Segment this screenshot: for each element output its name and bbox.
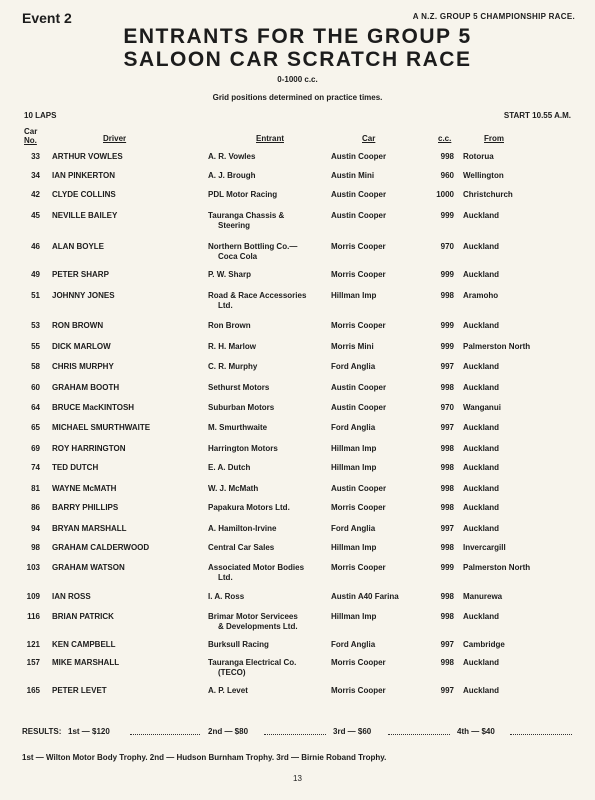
entrant-name xyxy=(208,270,251,280)
table-row xyxy=(0,503,595,523)
entrant-line-2: Ltd. xyxy=(218,301,233,310)
cc-class: 0-1000 c.c. xyxy=(277,75,318,84)
car-model: Austin Cooper xyxy=(331,403,387,412)
entrant-name xyxy=(208,640,269,650)
driver-name: BRUCE MacKINTOSH xyxy=(52,403,135,412)
driver-name: CLYDE COLLINS xyxy=(52,190,116,199)
car-number: 53 xyxy=(31,321,40,330)
entrant-line-1: W. J. McMath xyxy=(208,484,259,493)
table-row xyxy=(0,686,595,706)
hometown: Palmerston North xyxy=(463,563,531,572)
entrant-line-1: R. H. Marlow xyxy=(208,342,257,351)
entrant-line-2: Steering xyxy=(218,221,251,230)
table-row xyxy=(0,658,595,678)
entrant-line-1: Northern Bottling Co.— xyxy=(208,242,298,251)
car-number: 49 xyxy=(31,270,40,279)
engine-cc: 998 xyxy=(440,612,454,621)
result-fourth: 4th — $40 xyxy=(457,727,495,736)
driver-name: WAYNE McMATH xyxy=(52,484,117,493)
hometown: Invercargill xyxy=(463,543,506,552)
car-number: 60 xyxy=(31,383,40,392)
hometown: Auckland xyxy=(463,484,500,493)
hometown: Auckland xyxy=(463,321,500,330)
car-number: 69 xyxy=(31,444,40,453)
car-number: 165 xyxy=(26,686,40,695)
engine-cc: 998 xyxy=(440,444,454,453)
driver-name: JOHNNY JONES xyxy=(52,291,115,300)
hometown: Auckland xyxy=(463,686,500,695)
header-car-no-line1: Car xyxy=(24,127,38,136)
car-number: 94 xyxy=(31,524,40,533)
header-driver: Driver xyxy=(103,134,127,143)
car-model: Hillman Imp xyxy=(331,291,377,300)
entrant-line-1: M. Smurthwaite xyxy=(208,423,268,432)
driver-name: MIKE MARSHALL xyxy=(52,658,120,667)
car-number: 51 xyxy=(31,291,40,300)
car-model: Ford Anglia xyxy=(331,362,376,371)
engine-cc: 1000 xyxy=(436,190,454,199)
car-number: 116 xyxy=(27,612,40,621)
entrant-line-1: Papakura Motors Ltd. xyxy=(208,503,290,512)
driver-name: ROY HARRINGTON xyxy=(52,444,126,453)
entrant-line-1: A. Hamilton-Irvine xyxy=(208,524,277,533)
entrant-name xyxy=(208,423,267,433)
hometown: Wanganui xyxy=(463,403,501,412)
driver-name: GRAHAM CALDERWOOD xyxy=(52,543,150,552)
car-model: Austin Cooper xyxy=(331,484,387,493)
driver-name: IAN ROSS xyxy=(52,592,91,601)
car-number: 98 xyxy=(31,543,40,552)
entrant-name xyxy=(208,503,290,513)
hometown: Auckland xyxy=(463,612,500,621)
header-from: From xyxy=(484,134,504,143)
entrant-name xyxy=(208,152,255,162)
driver-name: MICHAEL SMURTHWAITE xyxy=(52,423,151,432)
header-car: Car xyxy=(362,134,376,143)
car-model: Austin Cooper xyxy=(331,152,387,161)
hometown: Auckland xyxy=(463,524,500,533)
car-number: 74 xyxy=(31,463,40,472)
result-second: 2nd — $80 xyxy=(208,727,249,736)
entrant-name xyxy=(208,612,298,632)
hometown: Auckland xyxy=(463,658,500,667)
entrant-line-1: P. W. Sharp xyxy=(208,270,251,279)
entrant-line-1: Ron Brown xyxy=(208,321,251,330)
table-row xyxy=(0,152,595,172)
entrant-line-1: Tauranga Chassis & xyxy=(208,211,285,220)
result-first-dots xyxy=(130,734,200,735)
car-model: Morris Cooper xyxy=(331,242,386,251)
car-model: Morris Cooper xyxy=(331,658,386,667)
table-row xyxy=(0,291,595,311)
engine-cc: 998 xyxy=(440,658,454,667)
car-model: Austin Cooper xyxy=(331,383,387,392)
table-row xyxy=(0,612,595,632)
driver-name: GRAHAM WATSON xyxy=(52,563,125,572)
header-cc: c.c. xyxy=(438,134,452,143)
engine-cc: 999 xyxy=(440,211,454,220)
entrant-line-1: A. J. Brough xyxy=(208,171,256,180)
driver-name: ALAN BOYLE xyxy=(52,242,104,251)
result-second-dots xyxy=(264,734,326,735)
entrant-name xyxy=(208,484,258,494)
car-model: Ford Anglia xyxy=(331,524,376,533)
entrant-name xyxy=(208,658,296,678)
table-row xyxy=(0,484,595,504)
hometown: Aramoho xyxy=(463,291,499,300)
entrant-line-1: Central Car Sales xyxy=(208,543,275,552)
entrant-name xyxy=(208,383,269,393)
car-model: Hillman Imp xyxy=(331,612,377,621)
table-row xyxy=(0,640,595,660)
table-row xyxy=(0,362,595,382)
hometown: Auckland xyxy=(463,362,500,371)
engine-cc: 998 xyxy=(440,463,454,472)
table-row xyxy=(0,270,595,290)
event-label: Event 2 xyxy=(22,10,72,26)
engine-cc: 999 xyxy=(440,342,454,351)
entrant-name xyxy=(208,686,248,696)
entrant-line-2: (TECO) xyxy=(218,668,246,677)
car-number: 58 xyxy=(31,362,40,371)
hometown: Auckland xyxy=(463,444,500,453)
championship-label: A N.Z. GROUP 5 CHAMPIONSHIP RACE. xyxy=(412,12,575,21)
engine-cc: 997 xyxy=(440,686,454,695)
driver-name: IAN PINKERTON xyxy=(52,171,115,180)
engine-cc: 998 xyxy=(440,484,454,493)
engine-cc: 998 xyxy=(440,383,454,392)
table-row xyxy=(0,423,595,443)
table-row xyxy=(0,321,595,341)
engine-cc: 997 xyxy=(440,640,454,649)
table-row xyxy=(0,211,595,231)
car-number: 81 xyxy=(31,484,40,493)
driver-name: DICK MARLOW xyxy=(52,342,111,351)
car-model: Morris Mini xyxy=(331,342,374,351)
car-number: 45 xyxy=(31,211,40,220)
start-time: START 10.55 A.M. xyxy=(503,111,571,120)
result-fourth-dots xyxy=(510,734,572,735)
entrant-name xyxy=(208,444,278,454)
entrant-line-1: Associated Motor Bodies xyxy=(208,563,305,572)
car-number: 157 xyxy=(26,658,40,667)
car-number: 109 xyxy=(26,592,40,601)
car-number: 64 xyxy=(31,403,40,412)
engine-cc: 998 xyxy=(440,291,454,300)
header-car-no-line2: No. xyxy=(24,136,37,145)
table-row xyxy=(0,383,595,403)
driver-name: NEVILLE BAILEY xyxy=(52,211,118,220)
hometown: Auckland xyxy=(463,211,500,220)
table-row xyxy=(0,592,595,612)
page-number: 13 xyxy=(293,774,302,783)
car-model: Morris Cooper xyxy=(331,686,386,695)
car-model: Morris Cooper xyxy=(331,270,386,279)
car-number: 65 xyxy=(31,423,40,432)
hometown: Auckland xyxy=(463,242,500,251)
car-number: 55 xyxy=(31,342,40,351)
engine-cc: 999 xyxy=(440,270,454,279)
entrant-line-1: C. R. Murphy xyxy=(208,362,258,371)
page-title-line-1: ENTRANTS FOR THE GROUP 5 xyxy=(123,25,472,48)
car-number: 42 xyxy=(31,190,40,199)
table-row xyxy=(0,524,595,544)
table-row xyxy=(0,543,595,563)
hometown: Rotorua xyxy=(463,152,494,161)
driver-name: RON BROWN xyxy=(52,321,104,330)
entrant-line-1: A. P. Levet xyxy=(208,686,248,695)
table-row xyxy=(0,463,595,483)
entrant-name xyxy=(208,543,274,553)
engine-cc: 998 xyxy=(440,503,454,512)
trophies-note: 1st — Wilton Motor Body Trophy. 2nd — Hudson Burnham Trophy. 3rd — Birnie Roband Trophy. xyxy=(22,753,387,762)
entrant-name xyxy=(208,592,244,602)
table-row xyxy=(0,342,595,362)
result-first: 1st — $120 xyxy=(68,727,110,736)
entrant-name xyxy=(208,190,277,200)
engine-cc: 998 xyxy=(440,543,454,552)
entrant-line-1: Tauranga Electrical Co. xyxy=(208,658,297,667)
results-label: RESULTS: xyxy=(22,727,62,736)
engine-cc: 999 xyxy=(440,321,454,330)
entrant-line-1: Harrington Motors xyxy=(208,444,278,453)
entrant-name xyxy=(208,171,256,181)
entrant-line-2: Coca Cola xyxy=(218,252,258,261)
page-title-line-2: SALOON CAR SCRATCH RACE xyxy=(123,48,472,71)
entrant-name xyxy=(208,211,284,231)
entrant-name xyxy=(208,524,276,534)
car-model: Austin A40 Farina xyxy=(331,592,399,601)
car-number: 86 xyxy=(31,503,40,512)
driver-name: BRIAN PATRICK xyxy=(52,612,114,621)
table-row xyxy=(0,242,595,262)
driver-name: BRYAN MARSHALL xyxy=(52,524,127,533)
hometown: Manurewa xyxy=(463,592,503,601)
car-model: Morris Cooper xyxy=(331,321,386,330)
hometown: Auckland xyxy=(463,423,500,432)
hometown: Auckland xyxy=(463,463,500,472)
car-model: Ford Anglia xyxy=(331,423,376,432)
car-model: Hillman Imp xyxy=(331,543,377,552)
car-number: 34 xyxy=(31,171,40,180)
entrant-name xyxy=(208,463,250,473)
entrant-line-1: Road & Race Accessories xyxy=(208,291,307,300)
entrant-line-1: Brimar Motor Servicees xyxy=(208,612,298,621)
car-model: Austin Cooper xyxy=(331,211,387,220)
table-row xyxy=(0,171,595,191)
hometown: Christchurch xyxy=(463,190,513,199)
driver-name: PETER LEVET xyxy=(52,686,107,695)
entrant-line-1: Sethurst Motors xyxy=(208,383,270,392)
result-third: 3rd — $60 xyxy=(333,727,372,736)
table-row xyxy=(0,444,595,464)
car-number: 121 xyxy=(26,640,40,649)
entrant-name xyxy=(208,362,257,372)
entrant-name xyxy=(208,321,251,331)
entrant-name xyxy=(208,291,306,311)
entrant-line-1: Suburban Motors xyxy=(208,403,275,412)
car-model: Morris Cooper xyxy=(331,503,386,512)
car-number: 103 xyxy=(26,563,40,572)
car-model: Austin Cooper xyxy=(331,190,387,199)
car-model: Hillman Imp xyxy=(331,444,377,453)
hometown: Cambridge xyxy=(463,640,505,649)
entrant-line-1: E. A. Dutch xyxy=(208,463,251,472)
hometown: Auckland xyxy=(463,270,500,279)
hometown: Auckland xyxy=(463,383,500,392)
engine-cc: 960 xyxy=(440,171,454,180)
driver-name: ARTHUR VOWLES xyxy=(52,152,123,161)
entrant-line-1: PDL Motor Racing xyxy=(208,190,278,199)
driver-name: GRAHAM BOOTH xyxy=(52,383,120,392)
entrant-name xyxy=(208,242,297,262)
entrant-name xyxy=(208,342,256,352)
grid-note: Grid positions determined on practice times. xyxy=(212,93,383,102)
table-row xyxy=(0,563,595,583)
engine-cc: 998 xyxy=(440,592,454,601)
engine-cc: 999 xyxy=(440,563,454,572)
driver-name: KEN CAMPBELL xyxy=(52,640,116,649)
engine-cc: 970 xyxy=(440,242,454,251)
entrant-line-1: I. A. Ross xyxy=(208,592,245,601)
engine-cc: 997 xyxy=(440,423,454,432)
laps-label: 10 LAPS xyxy=(24,111,57,120)
car-model: Austin Mini xyxy=(331,171,375,180)
engine-cc: 997 xyxy=(440,362,454,371)
entrant-line-2: Ltd. xyxy=(218,573,233,582)
hometown: Palmerston North xyxy=(463,342,531,351)
car-number: 33 xyxy=(31,152,40,161)
driver-name: TED DUTCH xyxy=(52,463,99,472)
driver-name: CHRIS MURPHY xyxy=(52,362,114,371)
table-row xyxy=(0,403,595,423)
car-model: Ford Anglia xyxy=(331,640,376,649)
table-row xyxy=(0,190,595,210)
hometown: Auckland xyxy=(463,503,500,512)
engine-cc: 970 xyxy=(440,403,454,412)
car-model: Morris Cooper xyxy=(331,563,386,572)
entrant-line-2: & Developments Ltd. xyxy=(218,622,298,631)
entrant-line-1: Burksull Racing xyxy=(208,640,269,649)
driver-name: PETER SHARP xyxy=(52,270,109,279)
engine-cc: 998 xyxy=(440,152,454,161)
result-third-dots xyxy=(388,734,450,735)
driver-name: BARRY PHILLIPS xyxy=(52,503,119,512)
entrant-name xyxy=(208,563,304,583)
entrant-line-1: A. R. Vowles xyxy=(208,152,256,161)
car-model: Hillman Imp xyxy=(331,463,377,472)
entrant-name xyxy=(208,403,274,413)
car-number: 46 xyxy=(31,242,40,251)
header-entrant: Entrant xyxy=(256,134,284,143)
hometown: Wellington xyxy=(463,171,504,180)
engine-cc: 997 xyxy=(440,524,454,533)
